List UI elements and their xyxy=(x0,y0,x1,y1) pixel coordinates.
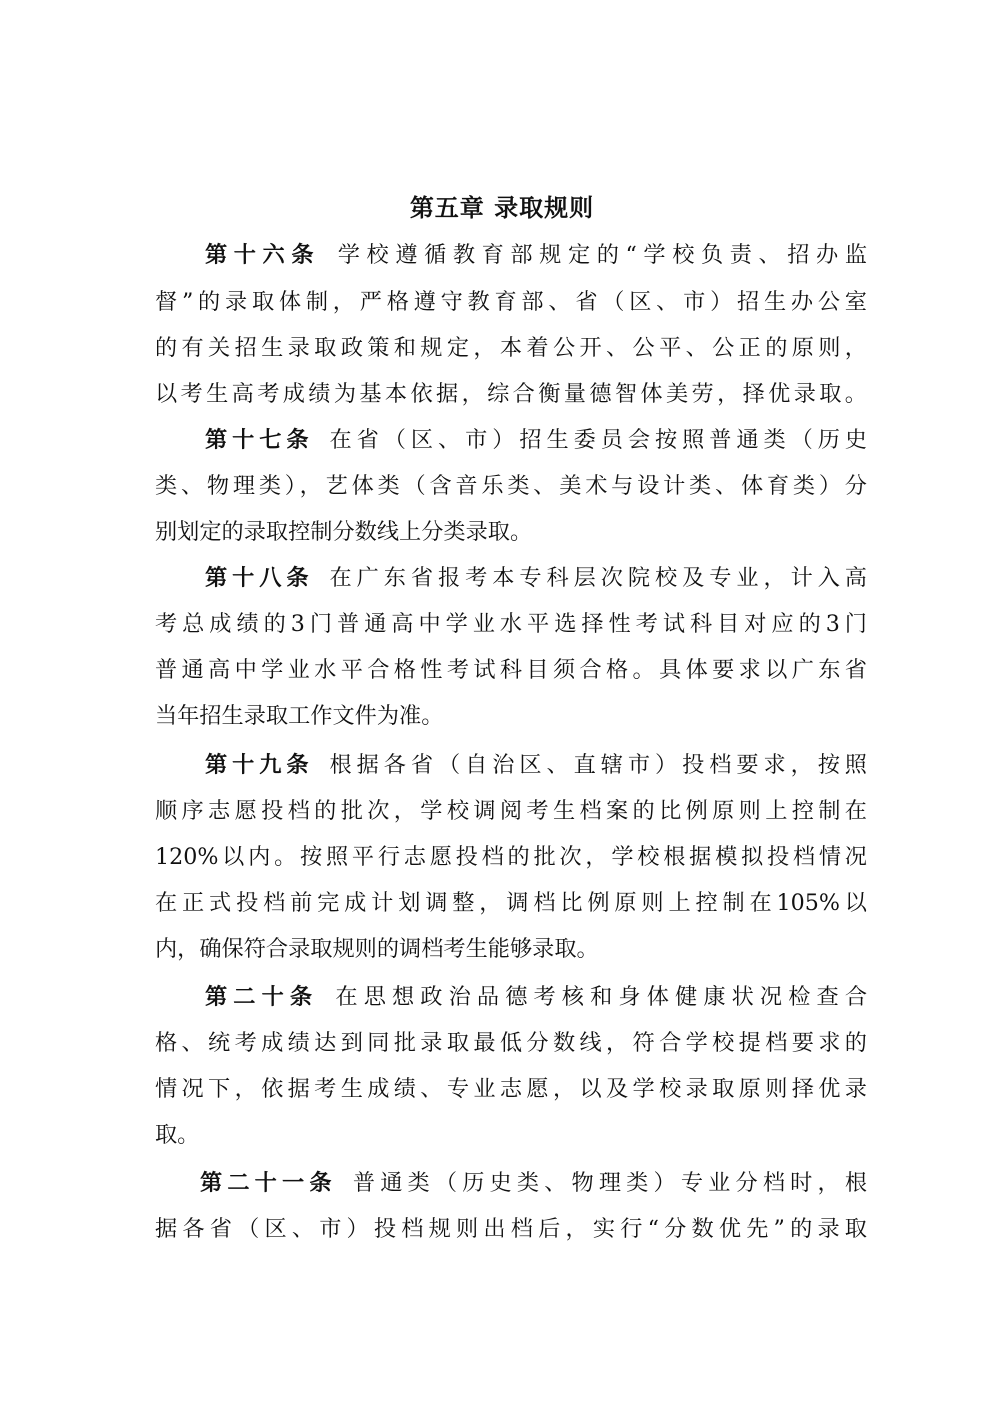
article-label: 第十八条 xyxy=(205,565,314,591)
article-19-line-1 xyxy=(205,750,867,780)
article-text: 普通类（历史类、物理类）专业分档时，根 xyxy=(347,1170,868,1196)
article-18-line-3: 普通高中学业水平合格性考试科目须合格。具体要求以广东省 xyxy=(155,657,867,683)
article-18-line-1 xyxy=(205,563,867,593)
article-17-line-2: 类、物理类），艺体类（含音乐类、美术与设计类、体育类）分 xyxy=(155,473,867,499)
article-17-line-3: 别划定的录取控制分数线上分类录取。 xyxy=(155,519,533,545)
article-21-line-2: 据各省（区、市）投档规则出档后，实行“分数优先”的录取 xyxy=(155,1216,867,1242)
article-20-line-4: 取。 xyxy=(155,1122,200,1148)
article-label: 第十七条 xyxy=(205,427,314,453)
article-19-line-2: 顺序志愿投档的批次，学校调阅考生档案的比例原则上控制在 xyxy=(155,798,867,824)
article-label: 第二十一条 xyxy=(200,1170,337,1196)
article-20-line-3: 情况下，依据考生成绩、专业志愿，以及学校录取原则择优录 xyxy=(155,1076,867,1102)
article-label: 第十六条 xyxy=(205,242,321,268)
article-21-line-1 xyxy=(200,1168,867,1198)
article-text: 在广东省报考本专科层次院校及专业，计入高 xyxy=(324,565,867,591)
article-text: 根据各省（自治区、直辖市）投档要求，按照 xyxy=(324,752,867,778)
article-label: 第十九条 xyxy=(205,752,314,778)
article-20-line-1 xyxy=(205,982,867,1012)
article-text: 在省（区、市）招生委员会按照普通类（历史 xyxy=(324,427,867,453)
article-16-line-4: 以考生高考成绩为基本依据，综合衡量德智体美劳，择优录取。 xyxy=(155,381,867,407)
article-16-line-2: 督”的录取体制，严格遵守教育部、省（区、市）招生办公室 xyxy=(155,289,867,315)
article-16-line-3: 的有关招生录取政策和规定，本着公开、公平、公正的原则， xyxy=(155,335,867,361)
article-label: 第二十条 xyxy=(205,984,319,1010)
article-17-line-1 xyxy=(205,425,867,455)
article-18-line-2: 考总成绩的3门普通高中学业水平选择性考试科目对应的3门 xyxy=(155,611,867,637)
article-20-line-2: 格、统考成绩达到同批录取最低分数线，符合学校提档要求的 xyxy=(155,1030,867,1056)
article-19-line-3: 120%以内。按照平行志愿投档的批次，学校根据模拟投档情况 xyxy=(155,844,867,870)
article-text: 在思想政治品德考核和身体健康状况检查合 xyxy=(329,984,868,1010)
article-18-line-4: 当年招生录取工作文件为准。 xyxy=(155,703,444,729)
article-16-line-1 xyxy=(205,240,867,270)
article-19-line-5: 内，确保符合录取规则的调档考生能够录取。 xyxy=(155,936,599,962)
article-19-line-4: 在正式投档前完成计划调整，调档比例原则上控制在105%以 xyxy=(155,890,867,916)
article-text: 学校遵循教育部规定的“学校负责、招办监 xyxy=(331,242,868,268)
chapter-title: 第五章 录取规则 xyxy=(409,194,595,222)
